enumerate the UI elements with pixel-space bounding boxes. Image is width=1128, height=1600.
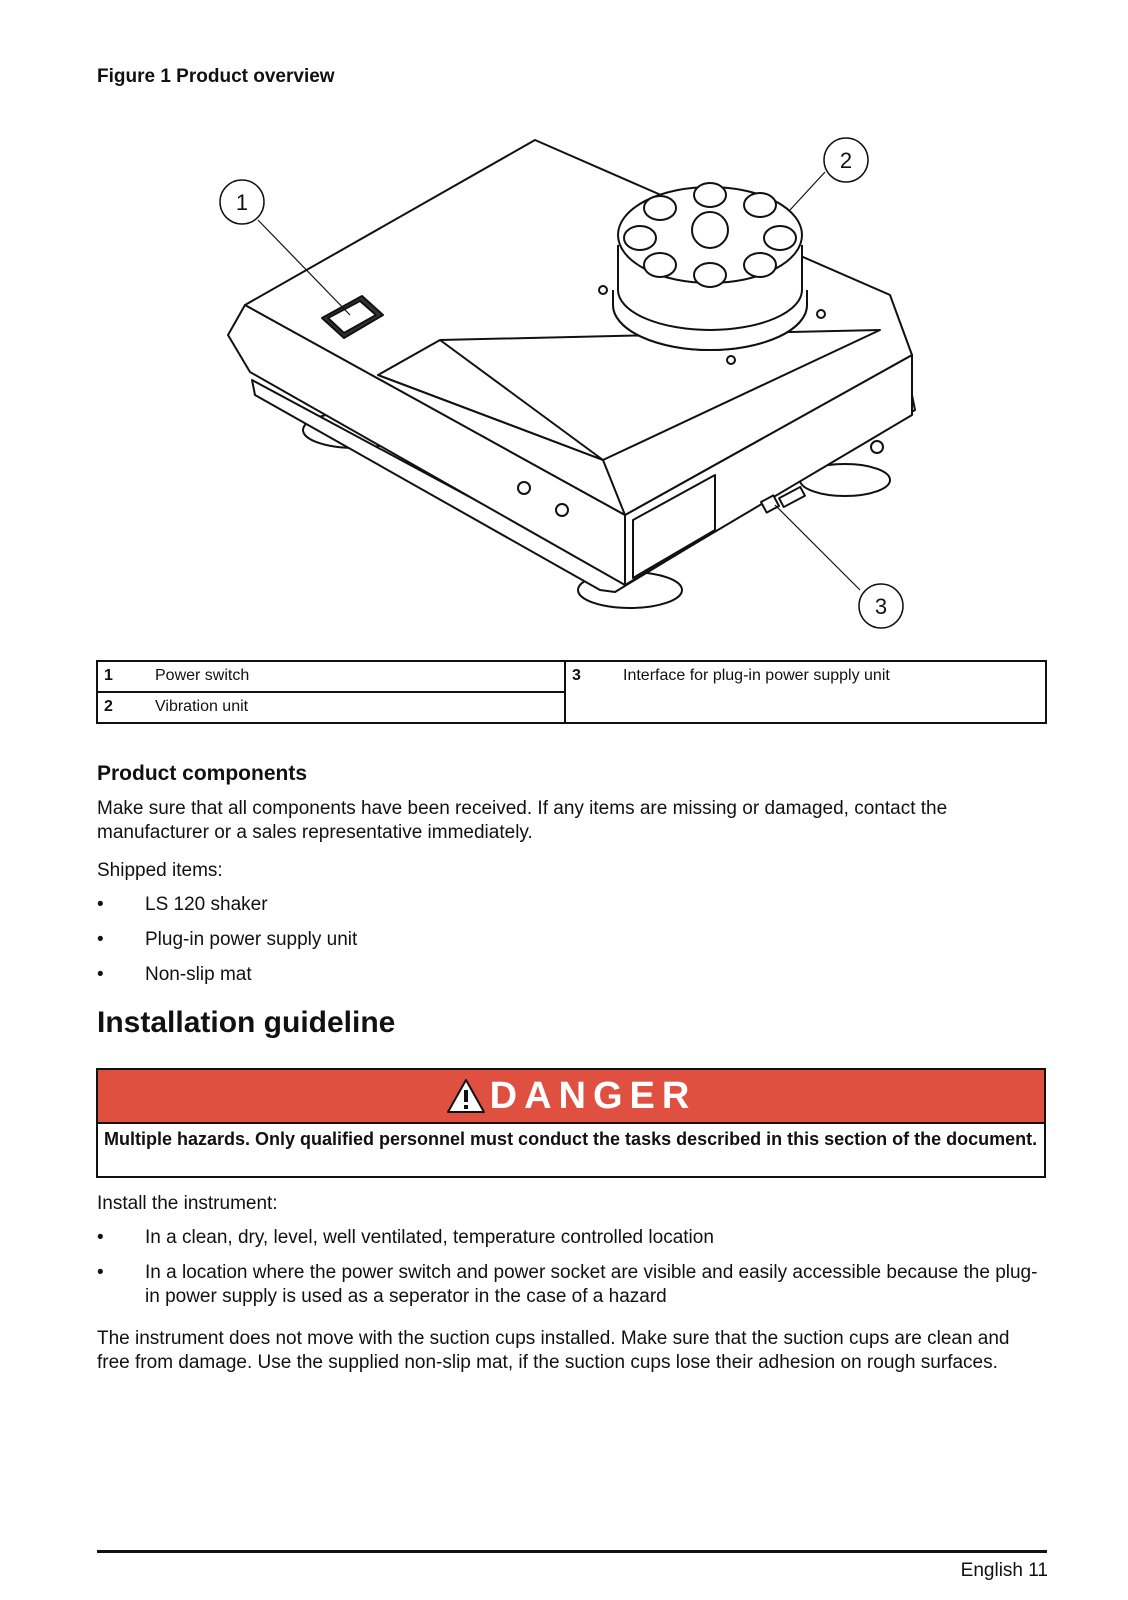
legend-label: Power switch (155, 667, 250, 684)
figure-caption: Figure 1 Product overview (97, 66, 335, 87)
callout-3-label: 3 (874, 594, 888, 619)
list-item: • Plug-in power supply unit (97, 929, 358, 950)
suction-cups-paragraph: The instrument does not move with the suction cups installed. Make sure that the suction cups are clean and free from damage. Use the supplied non-slip mat, if the suction cups lose their adhesion on rough surfaces. (97, 1328, 1010, 1373)
danger-header (98, 1070, 1044, 1124)
legend-label: Vibration unit (155, 698, 249, 715)
shipped-items-label: Shipped items: (97, 860, 223, 881)
screw (556, 504, 568, 516)
danger-notice (96, 1068, 1046, 1178)
list-item: • Non-slip mat (97, 964, 252, 985)
list-item: • In a clean, dry, level, well ventilated, temperature controlled location (97, 1227, 714, 1248)
bullet-icon: • (97, 1262, 104, 1283)
bullet-icon: • (97, 964, 104, 985)
page-footer: English 11 (960, 1560, 1048, 1581)
callout-2-label: 2 (839, 148, 853, 173)
list-item: • In a location where the power switch and power socket are visible and easily accessible because the plug-in power supply is used as a seperator in the case of a hazard (97, 1262, 1038, 1307)
shipped-items-list (97, 893, 357, 998)
legend-row (97, 661, 565, 692)
product-components-heading: Product components (97, 762, 308, 785)
danger-label: DANGER (489, 1074, 697, 1117)
list-item: • LS 120 shaker (97, 894, 268, 915)
bullet-icon: • (97, 894, 104, 915)
warning-triangle-icon (446, 1078, 486, 1114)
legend-row (97, 692, 565, 723)
installation-heading: Installation guideline (97, 1006, 396, 1039)
footer-divider (97, 1550, 1047, 1553)
legend-row (565, 661, 1046, 723)
install-label: Install the instrument: (97, 1193, 278, 1214)
bullet-icon: • (97, 929, 104, 950)
product-illustration (200, 130, 940, 640)
legend-number: 2 (104, 698, 113, 715)
figure-legend (96, 660, 1047, 724)
install-list (97, 1226, 1047, 1320)
legend-number: 3 (572, 667, 581, 684)
danger-message: Multiple hazards. Only qualified personnel must conduct the tasks described in this section of the document. (104, 1129, 1038, 1149)
bullet-icon: • (97, 1227, 104, 1248)
legend-number: 1 (104, 667, 113, 684)
screw (518, 482, 530, 494)
legend-label: Interface for plug-in power supply unit (623, 667, 890, 684)
callout-1-label: 1 (235, 190, 249, 215)
components-intro: Make sure that all components have been received. If any items are missing or damaged, contact the manufacturer or a sales representative immediately. (97, 798, 948, 843)
